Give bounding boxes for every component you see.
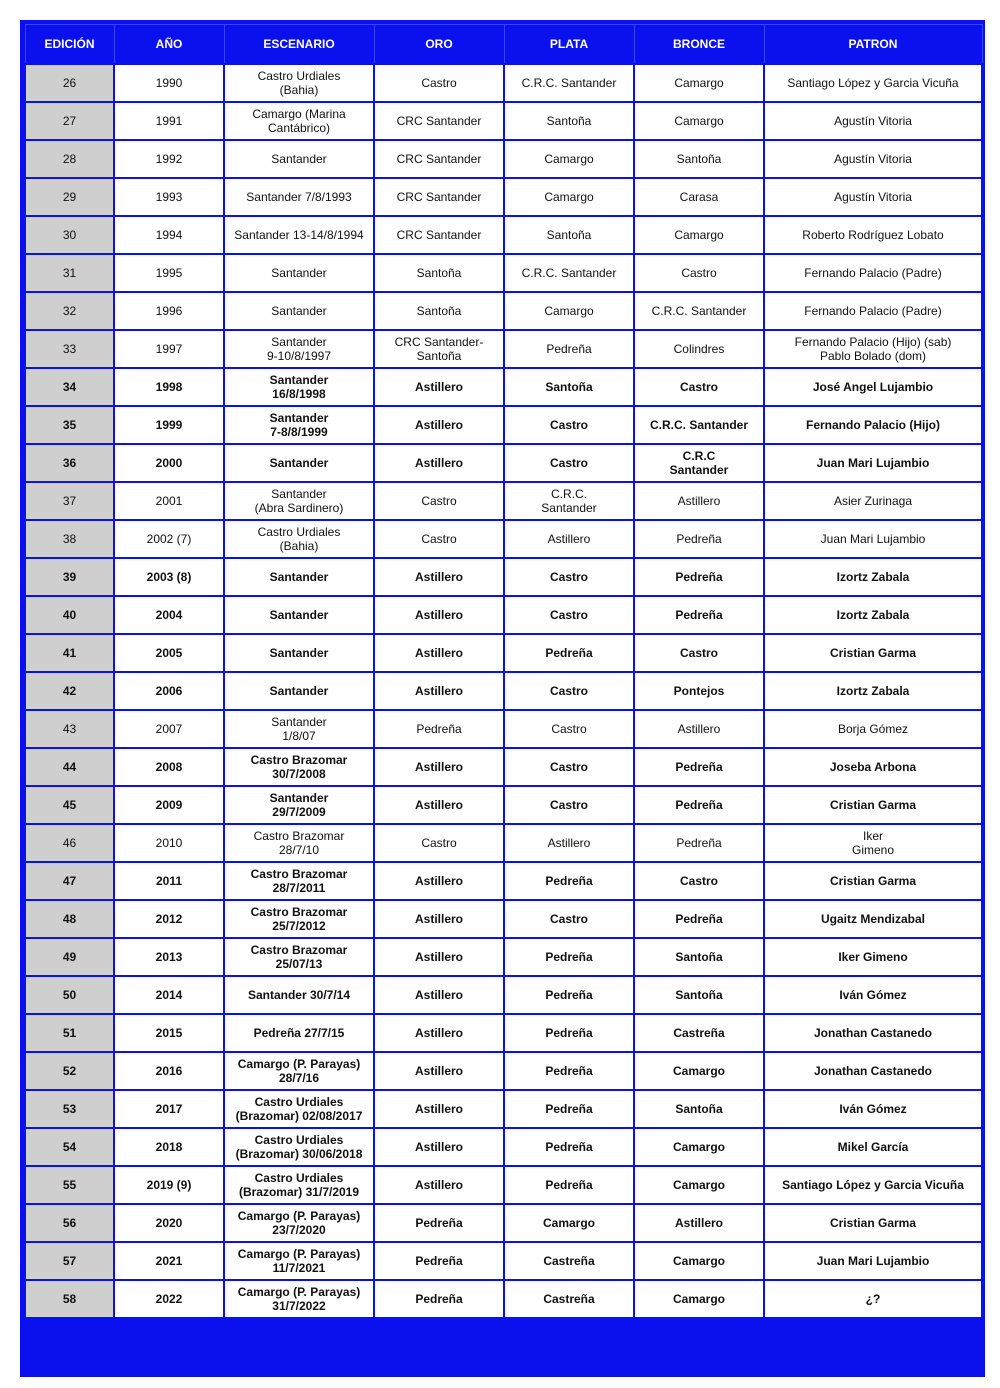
edition-cell: 34 xyxy=(25,368,114,406)
patron-cell: Borja Gómez xyxy=(764,710,982,748)
gold-cell: Astillero xyxy=(374,406,504,444)
patron-cell: Agustín Vitoria xyxy=(764,102,982,140)
year-cell: 1993 xyxy=(114,178,224,216)
edition-cell: 38 xyxy=(25,520,114,558)
gold-cell: Astillero xyxy=(374,900,504,938)
edition-cell: 37 xyxy=(25,482,114,520)
patron-cell: Iker Gimeno xyxy=(764,824,982,862)
year-cell: 2012 xyxy=(114,900,224,938)
table-row xyxy=(25,1166,982,1204)
year-cell: 2014 xyxy=(114,976,224,1014)
year-cell: 2018 xyxy=(114,1128,224,1166)
edition-cell: 52 xyxy=(25,1052,114,1090)
table-row xyxy=(25,976,982,1014)
silver-cell: Castro xyxy=(504,748,634,786)
venue-cell: Castro Urdiales (Bahia) xyxy=(224,64,374,102)
venue-cell: Santander xyxy=(224,596,374,634)
table-row xyxy=(25,900,982,938)
gold-cell: CRC Santander xyxy=(374,216,504,254)
patron-cell: Santiago López y Garcia Vicuña xyxy=(764,1166,982,1204)
gold-cell: Astillero xyxy=(374,976,504,1014)
patron-cell: Jonathan Castanedo xyxy=(764,1014,982,1052)
silver-cell: Pedreña xyxy=(504,862,634,900)
table-row xyxy=(25,862,982,900)
bronze-cell: Santoña xyxy=(634,140,764,178)
silver-cell: Pedreña xyxy=(504,1166,634,1204)
year-cell: 2021 xyxy=(114,1242,224,1280)
bronze-cell: Astillero xyxy=(634,710,764,748)
table-row xyxy=(25,330,982,368)
bronze-cell: Castro xyxy=(634,368,764,406)
table-row xyxy=(25,216,982,254)
year-cell: 2007 xyxy=(114,710,224,748)
gold-cell: Astillero xyxy=(374,862,504,900)
edition-cell: 49 xyxy=(25,938,114,976)
table-row xyxy=(25,368,982,406)
edition-cell: 29 xyxy=(25,178,114,216)
bronze-cell: Astillero xyxy=(634,1204,764,1242)
header-escenario: ESCENARIO xyxy=(224,25,374,65)
patron-cell: Ugaitz Mendizabal xyxy=(764,900,982,938)
patron-cell: Fernando Palacio (Hijo) xyxy=(764,406,982,444)
year-cell: 2017 xyxy=(114,1090,224,1128)
gold-cell: Astillero xyxy=(374,444,504,482)
year-cell: 2005 xyxy=(114,634,224,672)
year-cell: 1991 xyxy=(114,102,224,140)
year-cell: 2013 xyxy=(114,938,224,976)
edition-cell: 31 xyxy=(25,254,114,292)
year-cell: 1992 xyxy=(114,140,224,178)
silver-cell: Astillero xyxy=(504,824,634,862)
edition-cell: 47 xyxy=(25,862,114,900)
silver-cell: Pedreña xyxy=(504,976,634,1014)
gold-cell: Pedreña xyxy=(374,1204,504,1242)
header-plata: PLATA xyxy=(504,25,634,65)
edition-cell: 44 xyxy=(25,748,114,786)
venue-cell: Santander 9-10/8/1997 xyxy=(224,330,374,368)
silver-cell: Astillero xyxy=(504,520,634,558)
patron-cell: José Angel Lujambio xyxy=(764,368,982,406)
gold-cell: Pedreña xyxy=(374,1242,504,1280)
bronze-cell: C.R.C. Santander xyxy=(634,406,764,444)
bronze-cell: Camargo xyxy=(634,1166,764,1204)
edition-cell: 57 xyxy=(25,1242,114,1280)
silver-cell: Castro xyxy=(504,406,634,444)
table-row xyxy=(25,558,982,596)
bronze-cell: Pedreña xyxy=(634,596,764,634)
bronze-cell: Carasa xyxy=(634,178,764,216)
year-cell: 2016 xyxy=(114,1052,224,1090)
patron-cell: Iker Gimeno xyxy=(764,938,982,976)
year-cell: 2010 xyxy=(114,824,224,862)
bronze-cell: Pedreña xyxy=(634,900,764,938)
bronze-cell: Pontejos xyxy=(634,672,764,710)
patron-cell: Cristian Garma xyxy=(764,786,982,824)
venue-cell: Santander 1/8/07 xyxy=(224,710,374,748)
venue-cell: Santander xyxy=(224,444,374,482)
table-row xyxy=(25,140,982,178)
silver-cell: C.R.C. Santander xyxy=(504,482,634,520)
bronze-cell: Colindres xyxy=(634,330,764,368)
table-body xyxy=(25,64,982,1318)
venue-cell: Castro Urdiales (Brazomar) 30/06/2018 xyxy=(224,1128,374,1166)
edition-cell: 48 xyxy=(25,900,114,938)
table-row xyxy=(25,1014,982,1052)
venue-cell: Santander xyxy=(224,672,374,710)
edition-cell: 53 xyxy=(25,1090,114,1128)
bronze-cell: Pedreña xyxy=(634,558,764,596)
year-cell: 2015 xyxy=(114,1014,224,1052)
table-row xyxy=(25,1242,982,1280)
gold-cell: Astillero xyxy=(374,748,504,786)
bronze-cell: Castro xyxy=(634,634,764,672)
silver-cell: Castro xyxy=(504,710,634,748)
year-cell: 2004 xyxy=(114,596,224,634)
bronze-cell: Camargo xyxy=(634,1280,764,1318)
venue-cell: Santander xyxy=(224,558,374,596)
header-row xyxy=(25,25,982,65)
results-table-frame xyxy=(20,20,985,1377)
table-row xyxy=(25,1204,982,1242)
venue-cell: Santander xyxy=(224,634,374,672)
edition-cell: 26 xyxy=(25,64,114,102)
bronze-cell: Castro xyxy=(634,862,764,900)
edition-cell: 55 xyxy=(25,1166,114,1204)
year-cell: 2003 (8) xyxy=(114,558,224,596)
table-row xyxy=(25,406,982,444)
table-row xyxy=(25,672,982,710)
silver-cell: Castreña xyxy=(504,1280,634,1318)
patron-cell: Joseba Arbona xyxy=(764,748,982,786)
bronze-cell: Camargo xyxy=(634,102,764,140)
venue-cell: Santander xyxy=(224,140,374,178)
bronze-cell: Pedreña xyxy=(634,748,764,786)
gold-cell: CRC Santander- Santoña xyxy=(374,330,504,368)
edition-cell: 36 xyxy=(25,444,114,482)
bronze-cell: Camargo xyxy=(634,64,764,102)
header-patron: PATRON xyxy=(764,25,982,65)
silver-cell: Santoña xyxy=(504,216,634,254)
patron-cell: Izortz Zabala xyxy=(764,596,982,634)
gold-cell: Santoña xyxy=(374,292,504,330)
table-row xyxy=(25,938,982,976)
table-row xyxy=(25,634,982,672)
header-ano: AÑO xyxy=(114,25,224,65)
venue-cell: Castro Brazomar 25/7/2012 xyxy=(224,900,374,938)
silver-cell: Pedreña xyxy=(504,330,634,368)
patron-cell: ¿? xyxy=(764,1280,982,1318)
patron-cell: Izortz Zabala xyxy=(764,672,982,710)
header-edicion: EDICIÓN xyxy=(25,25,114,65)
silver-cell: Castro xyxy=(504,558,634,596)
year-cell: 2006 xyxy=(114,672,224,710)
silver-cell: Camargo xyxy=(504,178,634,216)
venue-cell: Santander 30/7/14 xyxy=(224,976,374,1014)
venue-cell: Santander 7-8/8/1999 xyxy=(224,406,374,444)
silver-cell: Pedreña xyxy=(504,1014,634,1052)
year-cell: 1999 xyxy=(114,406,224,444)
gold-cell: Astillero xyxy=(374,1014,504,1052)
year-cell: 1998 xyxy=(114,368,224,406)
bronze-cell: Santoña xyxy=(634,1090,764,1128)
gold-cell: Pedreña xyxy=(374,1280,504,1318)
silver-cell: Santoña xyxy=(504,368,634,406)
silver-cell: Castreña xyxy=(504,1242,634,1280)
patron-cell: Asier Zurinaga xyxy=(764,482,982,520)
patron-cell: Cristian Garma xyxy=(764,634,982,672)
bronze-cell: Astillero xyxy=(634,482,764,520)
year-cell: 1997 xyxy=(114,330,224,368)
venue-cell: Santander 13-14/8/1994 xyxy=(224,216,374,254)
edition-cell: 39 xyxy=(25,558,114,596)
year-cell: 2008 xyxy=(114,748,224,786)
patron-cell: Cristian Garma xyxy=(764,862,982,900)
silver-cell: Camargo xyxy=(504,292,634,330)
gold-cell: CRC Santander xyxy=(374,102,504,140)
table-row xyxy=(25,1280,982,1318)
edition-cell: 32 xyxy=(25,292,114,330)
table-row xyxy=(25,64,982,102)
silver-cell: Pedreña xyxy=(504,1128,634,1166)
table-row xyxy=(25,254,982,292)
edition-cell: 43 xyxy=(25,710,114,748)
edition-cell: 35 xyxy=(25,406,114,444)
gold-cell: Astillero xyxy=(374,672,504,710)
gold-cell: CRC Santander xyxy=(374,140,504,178)
table-row xyxy=(25,1090,982,1128)
edition-cell: 54 xyxy=(25,1128,114,1166)
patron-cell: Mikel García xyxy=(764,1128,982,1166)
gold-cell: Astillero xyxy=(374,1166,504,1204)
bronze-cell: Camargo xyxy=(634,216,764,254)
venue-cell: Pedreña 27/7/15 xyxy=(224,1014,374,1052)
table-row xyxy=(25,292,982,330)
venue-cell: Santander xyxy=(224,254,374,292)
year-cell: 2009 xyxy=(114,786,224,824)
gold-cell: Santoña xyxy=(374,254,504,292)
patron-cell: Santiago López y Garcia Vicuña xyxy=(764,64,982,102)
table-row xyxy=(25,748,982,786)
patron-cell: Fernando Palacio (Padre) xyxy=(764,292,982,330)
year-cell: 1996 xyxy=(114,292,224,330)
edition-cell: 28 xyxy=(25,140,114,178)
gold-cell: Astillero xyxy=(374,634,504,672)
gold-cell: Pedreña xyxy=(374,710,504,748)
venue-cell: Santander 16/8/1998 xyxy=(224,368,374,406)
year-cell: 2022 xyxy=(114,1280,224,1318)
patron-cell: Cristian Garma xyxy=(764,1204,982,1242)
patron-cell: Juan Mari Lujambio xyxy=(764,520,982,558)
edition-cell: 30 xyxy=(25,216,114,254)
patron-cell: Roberto Rodríguez Lobato xyxy=(764,216,982,254)
header-bronce: BRONCE xyxy=(634,25,764,65)
silver-cell: Pedreña xyxy=(504,938,634,976)
silver-cell: Castro xyxy=(504,786,634,824)
venue-cell: Castro Urdiales (Bahia) xyxy=(224,520,374,558)
patron-cell: Agustín Vitoria xyxy=(764,178,982,216)
patron-cell: Juan Mari Lujambio xyxy=(764,1242,982,1280)
edition-cell: 33 xyxy=(25,330,114,368)
silver-cell: Castro xyxy=(504,900,634,938)
bronze-cell: Camargo xyxy=(634,1128,764,1166)
venue-cell: Castro Brazomar 30/7/2008 xyxy=(224,748,374,786)
venue-cell: Camargo (P. Parayas) 28/7/16 xyxy=(224,1052,374,1090)
bronze-cell: Camargo xyxy=(634,1052,764,1090)
silver-cell: C.R.C. Santander xyxy=(504,64,634,102)
edition-cell: 45 xyxy=(25,786,114,824)
gold-cell: Castro xyxy=(374,482,504,520)
results-table xyxy=(24,24,983,1319)
gold-cell: Astillero xyxy=(374,1052,504,1090)
silver-cell: Camargo xyxy=(504,1204,634,1242)
edition-cell: 46 xyxy=(25,824,114,862)
patron-cell: Iván Gómez xyxy=(764,976,982,1014)
year-cell: 2019 (9) xyxy=(114,1166,224,1204)
gold-cell: CRC Santander xyxy=(374,178,504,216)
silver-cell: Santoña xyxy=(504,102,634,140)
patron-cell: Jonathan Castanedo xyxy=(764,1052,982,1090)
edition-cell: 50 xyxy=(25,976,114,1014)
year-cell: 2020 xyxy=(114,1204,224,1242)
year-cell: 2002 (7) xyxy=(114,520,224,558)
gold-cell: Castro xyxy=(374,520,504,558)
silver-cell: Pedreña xyxy=(504,1052,634,1090)
gold-cell: Castro xyxy=(374,824,504,862)
gold-cell: Astillero xyxy=(374,938,504,976)
gold-cell: Castro xyxy=(374,64,504,102)
edition-cell: 42 xyxy=(25,672,114,710)
gold-cell: Astillero xyxy=(374,596,504,634)
venue-cell: Santander 7/8/1993 xyxy=(224,178,374,216)
edition-cell: 51 xyxy=(25,1014,114,1052)
silver-cell: Camargo xyxy=(504,140,634,178)
gold-cell: Astillero xyxy=(374,786,504,824)
venue-cell: Castro Brazomar 25/07/13 xyxy=(224,938,374,976)
bronze-cell: Pedreña xyxy=(634,786,764,824)
edition-cell: 27 xyxy=(25,102,114,140)
table-row xyxy=(25,520,982,558)
bronze-cell: Camargo xyxy=(634,1242,764,1280)
bronze-cell: Castreña xyxy=(634,1014,764,1052)
bronze-cell: Santoña xyxy=(634,976,764,1014)
year-cell: 1990 xyxy=(114,64,224,102)
table-row xyxy=(25,710,982,748)
header-oro: ORO xyxy=(374,25,504,65)
venue-cell: Castro Urdiales (Brazomar) 31/7/2019 xyxy=(224,1166,374,1204)
patron-cell: Fernando Palacio (Hijo) (sab) Pablo Bolado (dom) xyxy=(764,330,982,368)
venue-cell: Camargo (P. Parayas) 11/7/2021 xyxy=(224,1242,374,1280)
venue-cell: Santander 29/7/2009 xyxy=(224,786,374,824)
bronze-cell: Santoña xyxy=(634,938,764,976)
silver-cell: C.R.C. Santander xyxy=(504,254,634,292)
venue-cell: Santander xyxy=(224,292,374,330)
venue-cell: Castro Urdiales (Brazomar) 02/08/2017 xyxy=(224,1090,374,1128)
venue-cell: Camargo (P. Parayas) 23/7/2020 xyxy=(224,1204,374,1242)
table-row xyxy=(25,444,982,482)
bronze-cell: Pedreña xyxy=(634,824,764,862)
silver-cell: Castro xyxy=(504,444,634,482)
venue-cell: Castro Brazomar 28/7/10 xyxy=(224,824,374,862)
gold-cell: Astillero xyxy=(374,368,504,406)
venue-cell: Santander (Abra Sardinero) xyxy=(224,482,374,520)
table-row xyxy=(25,482,982,520)
patron-cell: Juan Mari Lujambio xyxy=(764,444,982,482)
patron-cell: Iván Gómez xyxy=(764,1090,982,1128)
venue-cell: Camargo (Marina Cantábrico) xyxy=(224,102,374,140)
table-row xyxy=(25,1128,982,1166)
table-row xyxy=(25,102,982,140)
patron-cell: Fernando Palacio (Padre) xyxy=(764,254,982,292)
bronze-cell: Pedreña xyxy=(634,520,764,558)
table-row xyxy=(25,786,982,824)
patron-cell: Izortz Zabala xyxy=(764,558,982,596)
year-cell: 2011 xyxy=(114,862,224,900)
silver-cell: Castro xyxy=(504,596,634,634)
table-row xyxy=(25,824,982,862)
bronze-cell: C.R.C. Santander xyxy=(634,292,764,330)
patron-cell: Agustín Vitoria xyxy=(764,140,982,178)
edition-cell: 40 xyxy=(25,596,114,634)
venue-cell: Castro Brazomar 28/7/2011 xyxy=(224,862,374,900)
silver-cell: Pedreña xyxy=(504,1090,634,1128)
edition-cell: 58 xyxy=(25,1280,114,1318)
year-cell: 1994 xyxy=(114,216,224,254)
table-row xyxy=(25,1052,982,1090)
table-row xyxy=(25,596,982,634)
silver-cell: Pedreña xyxy=(504,634,634,672)
edition-cell: 41 xyxy=(25,634,114,672)
gold-cell: Astillero xyxy=(374,1128,504,1166)
edition-cell: 56 xyxy=(25,1204,114,1242)
bronze-cell: C.R.C Santander xyxy=(634,444,764,482)
gold-cell: Astillero xyxy=(374,1090,504,1128)
venue-cell: Camargo (P. Parayas) 31/7/2022 xyxy=(224,1280,374,1318)
table-row xyxy=(25,178,982,216)
year-cell: 2001 xyxy=(114,482,224,520)
silver-cell: Castro xyxy=(504,672,634,710)
gold-cell: Astillero xyxy=(374,558,504,596)
year-cell: 2000 xyxy=(114,444,224,482)
bronze-cell: Castro xyxy=(634,254,764,292)
year-cell: 1995 xyxy=(114,254,224,292)
